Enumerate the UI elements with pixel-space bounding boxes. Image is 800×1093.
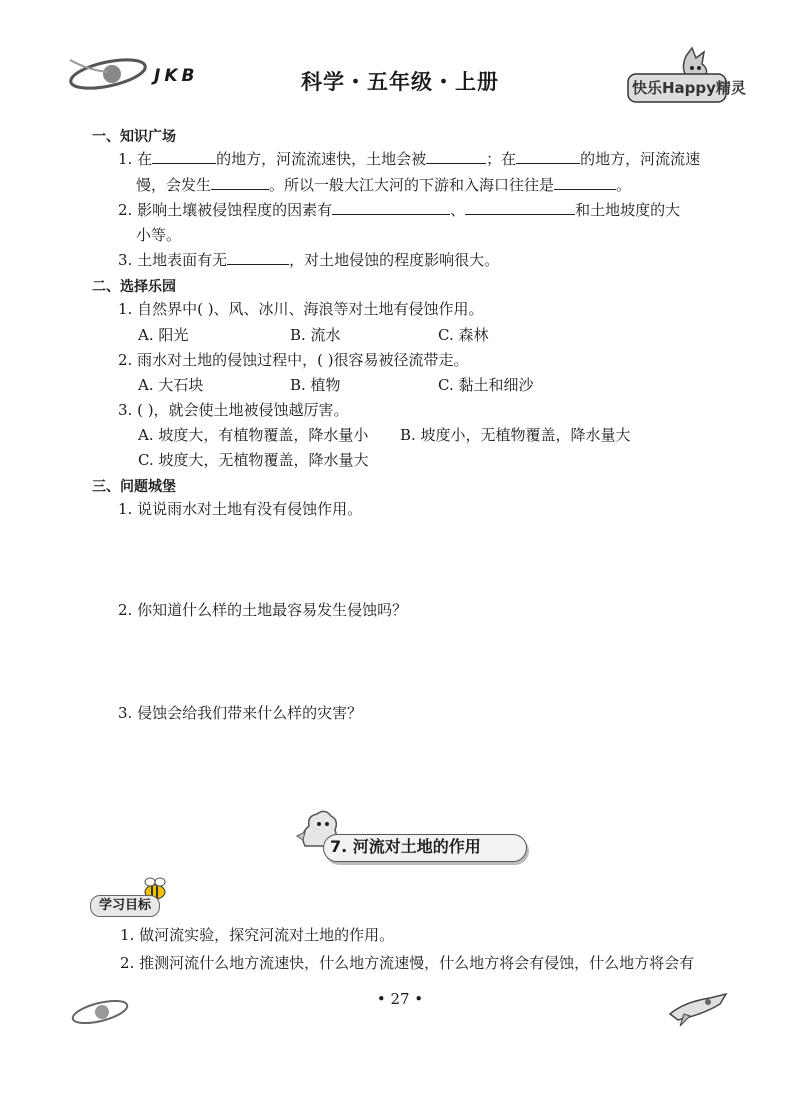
choice-q3-option-a[interactable]: A. 坡度大，有植物覆盖，降水量小 [138,426,369,444]
knowledge-q2-line2: 小等。 [136,226,182,244]
answer-blank[interactable] [227,248,289,265]
goal-item-2: 2. 推测河流什么地方流速快，什么地方流速慢，什么地方将会有侵蚀，什么地方将会有 [120,954,695,972]
choice-q1-option-a[interactable]: A. 阳光 [138,326,189,344]
answer-blank[interactable] [426,147,486,164]
q1-text-b: 的地方，河流流速快，土地会被 [216,150,427,168]
section-heading-knowledge: 一、知识广场 [92,129,176,145]
goal-item-1: 1. 做河流实验，探究河流对土地的作用。 [120,926,395,944]
section-heading-questions: 三、问题城堡 [92,479,176,495]
svg-text:快乐Happy精灵: 快乐Happy精灵 [632,79,746,97]
knowledge-q1-line2 [136,172,631,198]
page-number: • 27 • [376,990,424,1008]
answer-blank[interactable] [152,147,216,164]
choice-q2-option-c[interactable]: C. 黏土和细沙 [438,376,534,394]
knowledge-q2-line1 [118,197,680,223]
page-title: 科学・五年级・上册 [301,69,499,94]
rocket-ship-icon [664,984,732,1030]
choice-q3-option-b[interactable]: B. 坡度小，无植物覆盖，降水量大 [400,426,631,444]
q2-text-c: 和土地坡度的大 [575,201,681,219]
q3-text-a: 3. 土地表面有无 [118,251,228,269]
chapter-title: 7. 河流对土地的作用 [330,837,481,856]
choice-q3-option-c[interactable]: C. 坡度大，无植物覆盖，降水量大 [138,451,369,469]
choice-q2-option-b[interactable]: B. 植物 [290,376,341,394]
question-3: 3. 侵蚀会给我们带来什么样的灾害？ [118,704,363,722]
choice-q3: 3. ( )，就会使土地被侵蚀越厉害。 [118,401,349,419]
q1-text-d: 的地方，河流流速 [580,150,701,168]
question-2: 2. 你知道什么样的土地最容易发生侵蚀吗？ [118,601,408,619]
q1-text-a: 1. 在 [118,150,153,168]
choice-q2: 2. 雨水对土地的侵蚀过程中，( )很容易被径流带走。 [118,351,469,369]
answer-blank[interactable] [211,173,269,190]
happy-sprite-logo-icon [626,48,746,106]
knowledge-q1-line1 [118,146,700,172]
jkb-logo: JKB [154,66,199,86]
q1-text-f: 。所以一般大江大河的下游和入海口往往是 [269,176,555,194]
answer-blank[interactable] [554,173,616,190]
learning-goals-badge: 学习目标 [90,895,160,917]
q1-text-c: ；在 [486,150,517,168]
choice-q1: 1. 自然界中( )、风、冰川、海浪等对土地有侵蚀作用。 [118,300,484,318]
question-1: 1. 说说雨水对土地有没有侵蚀作用。 [118,500,363,518]
choice-q2-option-a[interactable]: A. 大石块 [138,376,204,394]
q2-text-b: 、 [450,201,466,219]
q1-text-e: 慢，会发生 [136,176,212,194]
knowledge-q3-line [118,247,499,273]
choice-q1-option-c[interactable]: C. 森林 [438,326,489,344]
choice-q1-option-b[interactable]: B. 流水 [290,326,341,344]
answer-blank[interactable] [332,198,450,215]
answer-blank[interactable] [516,147,580,164]
q3-text-b: ，对土地侵蚀的程度影响很大。 [289,251,500,269]
q1-text-g: 。 [616,176,632,194]
section-heading-choice: 二、选择乐园 [92,279,176,295]
q2-text-a: 2. 影响土壤被侵蚀程度的因素有 [118,201,333,219]
answer-blank[interactable] [465,198,575,215]
